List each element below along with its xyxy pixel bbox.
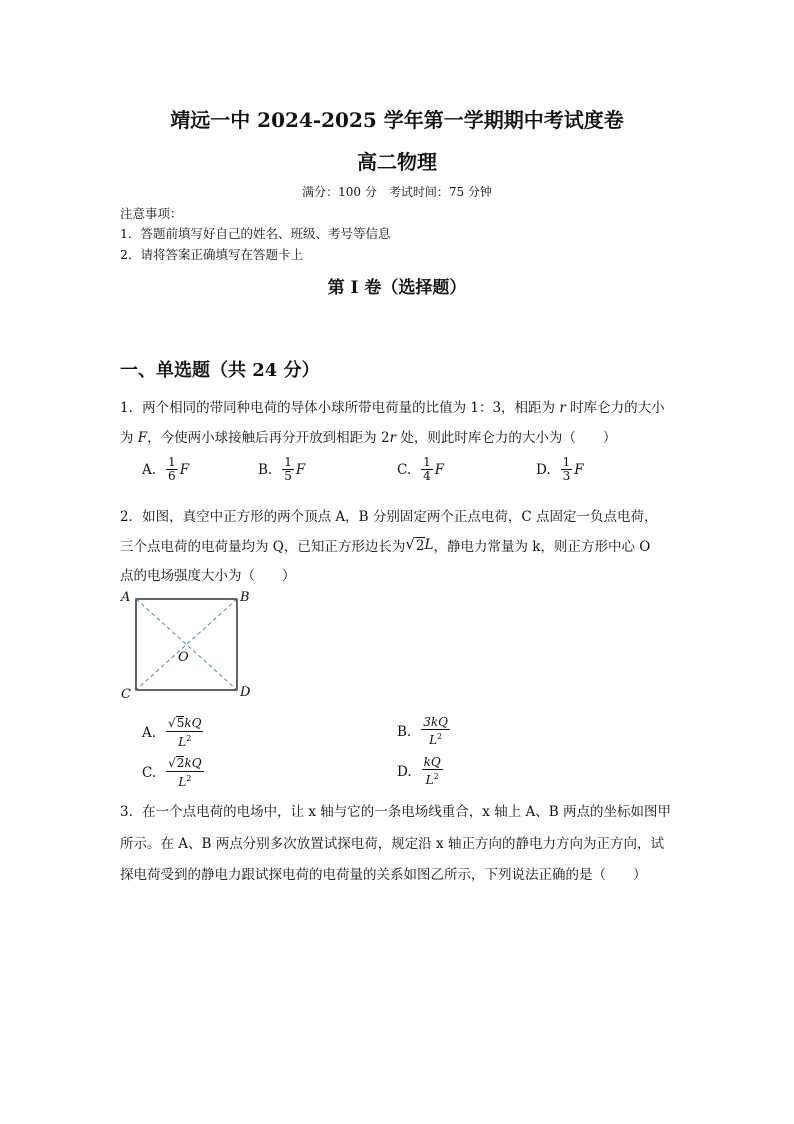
fraction (282, 456, 294, 483)
square-figure (118, 590, 258, 702)
q1-text: ，今使两小球接触后再分开放到相距为 2 (147, 430, 390, 446)
var-F: F (295, 461, 306, 478)
fraction (166, 716, 203, 749)
radicand: 2 (415, 537, 425, 554)
fraction (166, 756, 203, 789)
point-a-label: A (121, 590, 131, 605)
exponent: 2 (433, 772, 439, 781)
q2-text: ，静电力常量为 k，则正方形中心 O (433, 539, 651, 555)
exponent: 2 (437, 732, 443, 741)
var-r: r (389, 430, 397, 446)
numerator: kQ (423, 755, 441, 769)
var-L: L (178, 775, 187, 789)
denominator (426, 770, 439, 787)
q3-line1: 3．在一个点电荷的电场中，让 x 轴与它的一条电场线重合，x 轴上 A、B 两点的坐标如图甲 (120, 804, 671, 820)
var-F: F (434, 461, 445, 478)
var-F: F (137, 430, 148, 446)
option-label: B. (397, 723, 412, 740)
denominator: 6 (168, 469, 176, 483)
q3-line2: 所示。在 A、B 两点分别多次放置试探电荷，规定沿 x 轴正方向的静电力方向为正方向，试 (120, 836, 664, 852)
q1-option-a[interactable] (142, 456, 189, 483)
fraction (422, 756, 443, 787)
q1-text: 时库仑力的大小 (565, 400, 665, 416)
note-item: 2．请将答案正确填写在答题卡上 (120, 247, 303, 262)
notes-heading: 注意事项： (120, 206, 183, 221)
denominator (178, 732, 191, 749)
numerator: 1 (562, 455, 571, 469)
exam-subject: 高二物理 (357, 150, 437, 174)
option-label: A. (142, 724, 157, 741)
denominator: 3 (562, 469, 571, 483)
q1-option-b[interactable] (258, 456, 305, 483)
option-label: A. (142, 461, 157, 478)
q2-text: 三个点电荷的电荷量均为 Q，已知正方形边长为 (120, 539, 406, 555)
denominator: 4 (423, 469, 431, 483)
numerator: √ 2 kQ (168, 756, 202, 770)
q2-option-a[interactable] (142, 716, 205, 749)
numerator: √ 5 kQ (168, 716, 202, 730)
q2-line3: 点的电场强度大小为（ ） (120, 568, 296, 584)
numerator-text: kQ (184, 716, 202, 730)
q1-text: 1．两个相同的带同种电荷的导体小球所带电荷量的比值为 1：3，相距为 (120, 400, 560, 416)
sqrt-expression: √ 2 (405, 534, 425, 554)
exponent: 2 (186, 774, 192, 783)
point-c-label: C (121, 687, 131, 702)
var-F: F (179, 461, 190, 478)
var-L: L (424, 537, 434, 553)
var-L: L (178, 735, 187, 749)
point-o-label: O (178, 650, 189, 665)
option-label: C. (397, 461, 412, 478)
var-F: F (574, 461, 584, 478)
note-item: 1．答题前填写好自己的姓名、班级、考号等信息 (120, 226, 391, 241)
option-label: C. (142, 764, 157, 781)
exponent: 2 (186, 734, 192, 743)
point-d-label: D (240, 685, 251, 700)
fraction (421, 456, 433, 483)
exam-meta: 满分：100 分 考试时间：75 分钟 (302, 185, 492, 199)
square-diagram (118, 590, 258, 702)
q1-text: 处，则此时库仑力的大小为（ ） (396, 430, 617, 446)
option-label: D. (397, 763, 412, 780)
var-L: L (429, 733, 438, 747)
radicand: 5 (176, 716, 185, 730)
q1-line2 (120, 426, 616, 446)
q2-option-d[interactable] (397, 756, 445, 787)
denominator: 5 (284, 469, 292, 483)
q2-line1: 2．如图，真空中正方形的两个顶点 A，B 分别固定两个正点电荷，C 点固定一负点电荷， (120, 509, 658, 525)
numerator: 3kQ (423, 715, 448, 729)
q1-option-d[interactable] (536, 456, 584, 483)
option-label: B. (258, 461, 273, 478)
numerator: 1 (423, 455, 431, 469)
var-r: r (559, 400, 566, 416)
denominator (429, 730, 442, 747)
denominator (178, 772, 191, 789)
fraction (166, 456, 178, 483)
numerator: 1 (284, 455, 292, 469)
fraction (421, 716, 450, 747)
q1-text: 为 (120, 430, 138, 446)
option-label: D. (536, 461, 551, 478)
q2-option-c[interactable] (142, 756, 206, 789)
section-title: 第 I 卷（选择题） (327, 278, 467, 298)
q1-option-c[interactable] (397, 456, 444, 483)
q2-line2 (120, 535, 650, 555)
part-title: 一、单选题（共 24 分） (120, 360, 320, 381)
var-L: L (425, 773, 434, 787)
numerator: 1 (168, 455, 176, 469)
radicand: 2 (176, 756, 185, 770)
fraction (561, 456, 573, 483)
q3-line3: 探电荷受到的静电力跟试探电荷的电荷量的关系如图乙所示，下列说法正确的是（ ） (120, 867, 647, 883)
point-b-label: B (240, 590, 250, 605)
q2-option-b[interactable] (397, 716, 452, 747)
numerator-text: kQ (184, 756, 202, 770)
q1-line1 (120, 396, 665, 416)
exam-title: 靖远一中 2024-2025 学年第一学期期中考试度卷 (170, 108, 624, 132)
